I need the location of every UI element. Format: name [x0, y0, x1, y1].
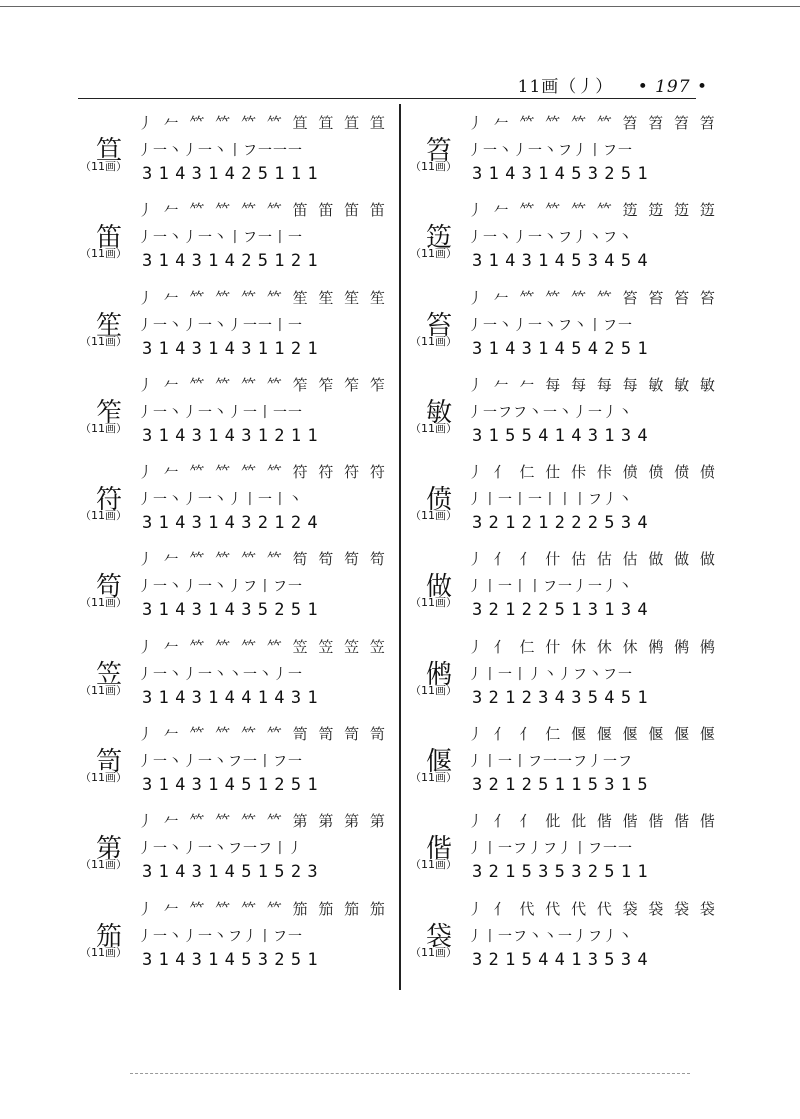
stroke-order-sequence: 丿 𠂉 𥫗 𥫗 𥫗 𥫗 笪 笪 笪 笪 [138, 114, 388, 132]
stroke-count-label: （11画） [80, 509, 127, 523]
headword-character: 笠 [96, 659, 123, 690]
stroke-shapes: 丿一丶丿一丶フ丶丨フ一 [468, 317, 633, 334]
stroke-order-sequence: 丿 𠂉 𥫗 𥫗 𥫗 𥫗 笥 笥 笥 笥 [138, 725, 388, 744]
headword-character: 偾 [426, 485, 453, 516]
scan-top-edge [0, 6, 800, 7]
stroke-count-label: （11画） [80, 334, 127, 348]
stroke-count-label: （11画） [80, 683, 127, 697]
stroke-order-sequence: 丿 𠂉 𥫗 𥫗 𥫗 𥫗 笮 笮 笮 笮 [138, 375, 388, 394]
stroke-order-sequence: 丿 亻 仁 仕 佧 佧 偾 偾 偾 偾 [468, 463, 718, 482]
stroke-shapes: 丿一丶丿一丶フ一丨フ一 [138, 754, 303, 771]
stroke-shapes: 丿一丶丿一丶丨フ一丨一 [138, 230, 303, 247]
stroke-code-digits: 31431435251 [142, 600, 324, 621]
character-entry [410, 723, 718, 810]
stroke-shapes: 丿一丶丿一丶フ一フ丨丿 [138, 841, 303, 858]
stroke-code-digits: 31431453251 [142, 949, 324, 970]
character-entry [80, 636, 388, 723]
character-entry [410, 548, 718, 635]
section-label: 11画（丿） [517, 77, 614, 97]
headword-character: 笳 [96, 921, 123, 952]
headword-character: 敏 [426, 397, 453, 428]
stroke-code-digits: 32125115315 [472, 775, 654, 796]
stroke-shapes: 丿丨一丨丨フ一丿一丿丶 [468, 579, 633, 596]
left-column [80, 112, 388, 985]
stroke-shapes: 丿一丶丿一丶丶一丶丿一 [138, 666, 303, 683]
stroke-shapes: 丿丨一フ丿フ丿丨フ一一 [468, 841, 633, 858]
stroke-count-label: （11画） [410, 160, 457, 173]
stroke-code-digits: 31554143134 [472, 425, 654, 446]
stroke-order-sequence: 丿 亻 代 代 代 代 袋 袋 袋 袋 [468, 899, 718, 918]
stroke-count-label: （11画） [410, 334, 457, 348]
stroke-code-digits: 31431451523 [142, 862, 324, 883]
headword-character: 笙 [96, 310, 123, 341]
stroke-order-sequence: 丿 𠂉 𥫗 𥫗 𥫗 𥫗 笱 笱 笱 笱 [138, 550, 388, 569]
character-entry [410, 461, 718, 548]
header-rule [78, 98, 696, 99]
stroke-count-label: （11画） [410, 421, 457, 435]
stroke-order-sequence: 丿 𠂉 𥫗 𥫗 𥫗 𥫗 笤 笤 笤 笤 [468, 114, 718, 132]
stroke-order-sequence: 丿 𠂉 𥫗 𥫗 𥫗 𥫗 符 符 符 符 [138, 463, 388, 482]
character-entry [80, 112, 388, 199]
headword-character: 做 [426, 572, 453, 603]
scan-bottom-edge [130, 1073, 690, 1074]
stroke-code-digits: 32123435451 [472, 687, 654, 708]
stroke-code-digits: 32121222534 [472, 513, 654, 534]
character-entry [410, 810, 718, 897]
stroke-code-digits: 31431453454 [472, 251, 654, 272]
stroke-count-label: （11画） [410, 247, 457, 261]
stroke-order-sequence: 丿 𠂉 𥫗 𥫗 𥫗 𥫗 笳 笳 笳 笳 [138, 899, 388, 918]
headword-character: 鸺 [426, 659, 453, 690]
character-entry [80, 199, 388, 286]
headword-character: 笱 [96, 572, 123, 603]
stroke-count-label: （11画） [410, 596, 457, 610]
stroke-code-digits: 32153532511 [472, 862, 654, 883]
headword-character: 偃 [426, 747, 453, 778]
stroke-order-sequence: 丿 亻 亻 什 估 估 估 做 做 做 [468, 550, 718, 569]
headword-character: 笛 [96, 223, 123, 254]
stroke-shapes: 丿一丶丿一丶丿一一丨一 [138, 317, 303, 334]
stroke-order-sequence: 丿 𠂉 𥫗 𥫗 𥫗 𥫗 笠 笠 笠 笠 [138, 637, 388, 656]
stroke-order-sequence: 丿 亻 亻 仳 仳 偕 偕 偕 偕 偕 [468, 812, 718, 831]
stroke-count-label: （11画） [80, 596, 127, 610]
stroke-count-label: （11画） [80, 858, 127, 872]
stroke-shapes: 丿一丶丿一丶フ丿丨フ一 [468, 143, 633, 159]
stroke-code-digits: 31431441431 [142, 687, 324, 708]
page-number: • 197 • [637, 77, 708, 97]
stroke-count-label: （11画） [410, 683, 457, 697]
right-column [410, 112, 718, 985]
stroke-shapes: 丿丨一丨丿丶丿フ丶フ一 [468, 666, 633, 683]
character-entry [80, 548, 388, 635]
character-entry [80, 461, 388, 548]
stroke-order-sequence: 丿 亻 亻 仁 偃 偃 偃 偃 偃 偃 [468, 725, 718, 744]
character-entry [410, 199, 718, 286]
stroke-shapes: 丿一丶丿一丶丿一丨一一 [138, 404, 303, 421]
stroke-shapes: 丿丨一フ丶丶一丿フ丿丶 [468, 928, 633, 945]
page-header [518, 72, 708, 97]
stroke-shapes: 丿一丶丿一丶フ丿丶フ丶 [468, 230, 633, 247]
character-entry [80, 287, 388, 374]
stroke-shapes: 丿一丶丿一丶丿丨一丨丶 [138, 492, 303, 509]
stroke-shapes: 丿丨一丨一丨丨丨フ丿丶 [468, 492, 633, 509]
character-entry [410, 636, 718, 723]
stroke-code-digits: 31431454251 [472, 338, 654, 359]
stroke-code-digits: 31431431121 [142, 338, 324, 359]
character-entry [410, 374, 718, 461]
stroke-count-label: （11画） [80, 160, 127, 173]
stroke-order-sequence: 丿 𠂉 𥫗 𥫗 𥫗 𥫗 笾 笾 笾 笾 [468, 201, 718, 220]
stroke-count-label: （11画） [80, 247, 127, 261]
character-entry [80, 723, 388, 810]
headword-character: 袋 [426, 921, 453, 952]
stroke-count-label: （11画） [410, 771, 457, 785]
headword-character: 笞 [426, 310, 453, 341]
stroke-code-digits: 31431453251 [472, 164, 654, 184]
stroke-count-label: （11画） [410, 945, 457, 959]
stroke-code-digits: 31431425111 [142, 164, 324, 184]
character-entry [80, 374, 388, 461]
stroke-code-digits: 31431425121 [142, 251, 324, 272]
headword-character: 偕 [426, 834, 453, 865]
headword-character: 第 [96, 834, 123, 865]
stroke-code-digits: 32154413534 [472, 949, 654, 970]
headword-character: 笪 [96, 136, 123, 166]
stroke-order-sequence: 丿 𠂉 𥫗 𥫗 𥫗 𥫗 第 第 第 第 [138, 812, 388, 831]
character-entry [410, 898, 718, 985]
headword-character: 笤 [426, 136, 453, 166]
stroke-shapes: 丿一丶丿一丶フ丿丨フ一 [138, 928, 303, 945]
stroke-count-label: （11画） [80, 421, 127, 435]
stroke-count-label: （11画） [80, 771, 127, 785]
stroke-code-digits: 31431431211 [142, 425, 324, 446]
stroke-shapes: 丿一丶丿一丶丿フ丨フ一 [138, 579, 303, 596]
stroke-code-digits: 31431432124 [142, 513, 324, 534]
character-entry [80, 810, 388, 897]
stroke-count-label: （11画） [80, 945, 127, 959]
character-entry [410, 112, 718, 199]
stroke-order-sequence: 丿 𠂉 𥫗 𥫗 𥫗 𥫗 笛 笛 笛 笛 [138, 201, 388, 220]
stroke-shapes: 丿一フフ丶一丶丿一丿丶 [468, 404, 633, 421]
stroke-code-digits: 31431451251 [142, 775, 324, 796]
character-entry [410, 287, 718, 374]
stroke-order-sequence: 丿 𠂉 𥫗 𥫗 𥫗 𥫗 笞 笞 笞 笞 [468, 288, 718, 307]
character-entry [80, 898, 388, 985]
stroke-count-label: （11画） [410, 509, 457, 523]
stroke-order-sequence: 丿 𠂉 𥫗 𥫗 𥫗 𥫗 笙 笙 笙 笙 [138, 288, 388, 307]
stroke-shapes: 丿丨一丨フ一一フ丿一フ [468, 754, 633, 771]
headword-character: 符 [96, 485, 123, 516]
headword-character: 笾 [426, 223, 453, 254]
stroke-shapes: 丿一丶丿一丶丨フ一一一 [138, 143, 303, 159]
headword-character: 笮 [96, 397, 123, 428]
stroke-count-label: （11画） [410, 858, 457, 872]
stroke-code-digits: 32122513134 [472, 600, 654, 621]
headword-character: 笥 [96, 747, 123, 778]
stroke-order-sequence: 丿 𠂉 𠂉 每 每 每 每 敏 敏 敏 [468, 375, 718, 394]
stroke-order-sequence: 丿 亻 仁 什 休 休 休 鸺 鸺 鸺 [468, 637, 718, 656]
column-divider [399, 104, 401, 990]
